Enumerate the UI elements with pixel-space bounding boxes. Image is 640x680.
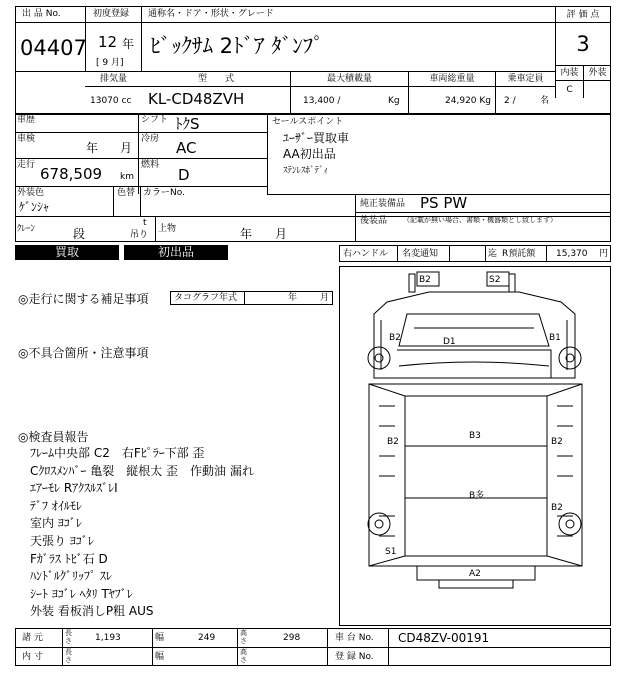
aftermarket-label: 後装品 — [360, 216, 388, 226]
rhd-label: 右ハンドル — [343, 249, 389, 259]
r-unit: 円 — [599, 249, 609, 259]
equip-label: 上物 — [158, 224, 177, 234]
crane-t: t — [143, 218, 147, 228]
inspection-label: 車検 — [17, 134, 36, 144]
crane-hook: 吊り — [130, 230, 149, 240]
sales-point-3: ｽﾃﾝﾚｽﾎﾞﾃﾞｨ — [283, 166, 329, 176]
equipment-value: PS PW — [420, 194, 468, 212]
registration-label: 登 録 No. — [335, 652, 374, 662]
meter-sign: 迄 — [488, 249, 498, 259]
mark-s1-rear-left: S1 — [385, 547, 397, 557]
max-load-unit: Kg — [388, 96, 400, 106]
color-change-label: 色替 — [117, 188, 136, 198]
grade-label: 評 価 点 — [566, 10, 600, 20]
sales-label: セールスポイント — [272, 117, 344, 127]
defects-title: ◎不具合箇所・注意事項 — [18, 346, 149, 360]
tacho-month: 月 — [320, 293, 330, 303]
chassis-label: 車 台 No. — [335, 633, 374, 643]
inspector-line: Cｸﾛｽﾒﾝﾊﾞｰ 亀裂 縦根太 歪 作動油 漏れ — [30, 463, 254, 478]
mark-b2-top-left: B2 — [419, 275, 431, 285]
mark-b3-bed: B3 — [469, 431, 481, 441]
r-reading-value: 15,370 — [556, 249, 588, 259]
lot-label: 出 品 No. — [22, 9, 61, 19]
gvw-value: 24,920 Kg — [445, 96, 491, 106]
mark-b2-rear-right: B2 — [551, 503, 563, 513]
first-listing-bar: 初出品 — [124, 245, 228, 260]
width-label: 幅 — [155, 633, 165, 643]
mark-d1-windshield: D1 — [443, 337, 456, 347]
width-value: 249 — [198, 633, 216, 643]
interior-grade: C — [566, 85, 573, 95]
equip-month: 月 — [275, 227, 288, 241]
tacho-label: タコグラフ年式 — [174, 293, 238, 303]
crane-label: ｸﾚｰﾝ — [17, 224, 36, 234]
length-label: 長さ — [65, 629, 72, 645]
height-label: 高さ — [240, 629, 247, 645]
chassis-value: CD48ZV-00191 — [398, 631, 490, 645]
inspector-line: ﾊﾝﾄﾞﾙｸﾞﾘｯﾌﾟ ｽﾚ — [30, 569, 112, 584]
inspector-line: ｼｰﾄ ﾖｺﾞﾚ ﾍﾀﾘ Tﾔﾌﾞﾚ — [30, 586, 133, 601]
inspector-report-list — [30, 446, 330, 622]
interior-dims-label: 内 寸 — [22, 652, 43, 662]
reg-year: 12 — [98, 33, 118, 51]
mark-s2-top-right: S2 — [489, 275, 501, 285]
max-load-label: 最大積載量 — [326, 74, 372, 84]
buy-bar: 買取 — [15, 245, 119, 260]
gvw-label: 車両総重量 — [429, 74, 475, 84]
inspector-line: 天張り ﾖｺﾞﾚ — [30, 533, 94, 548]
mileage-value: 678,509 — [40, 165, 103, 183]
history-label: 車歴 — [17, 115, 36, 125]
mark-b2-cab-left: B2 — [389, 333, 401, 343]
ac-value: AC — [176, 139, 197, 157]
type-code: KL-CD48ZVH — [148, 90, 245, 108]
inspector-title: ◎検査員報告 — [18, 430, 89, 444]
tacho-year: 年 — [288, 293, 298, 303]
inspector-line: ｴｱｰﾓﾚ RｱｸｽﾙｽﾞﾚI — [30, 481, 118, 496]
capacity-value: 2 / — [504, 96, 516, 106]
ac-label: 冷房 — [141, 134, 160, 144]
color-value: ｹﾞﾝｼｬ — [19, 200, 50, 214]
car-name: ﾋﾞｯｸｻﾑ 2ﾄﾞｱ ﾀﾞﾝﾌﾟ — [150, 34, 324, 58]
displacement-value: 13070 cc — [90, 96, 132, 106]
r-reading-label: R預託額 — [502, 249, 536, 259]
crane-stage: 段 — [73, 227, 86, 241]
mark-b2-body-left: B2 — [387, 437, 399, 447]
lot-number: 04407 — [20, 36, 87, 60]
mark-b-many-bed: B多 — [469, 491, 485, 501]
first-reg-label: 初度登録 — [93, 9, 130, 19]
shift-value: ﾄｸS — [175, 115, 200, 133]
int-height-label: 高さ — [240, 648, 247, 664]
grade-value: 3 — [576, 32, 590, 56]
inspection-month: 月 — [120, 141, 133, 155]
color-label: 外装色 — [17, 188, 45, 198]
capacity-label: 乗車定員 — [507, 74, 544, 84]
color-code-label: カラーNo. — [143, 188, 185, 198]
aftermarket-note: （記載が無い場合、書類・機器類とし致します） — [403, 216, 557, 224]
displacement-label: 排気量 — [99, 74, 127, 84]
type-label: 型 式 — [197, 74, 234, 84]
mark-b2-body-right: B2 — [551, 437, 563, 447]
inspector-line: Fｶﾞﾗｽ ﾄﾋﾞ石 D — [30, 551, 108, 566]
equip-year: 年 — [240, 227, 253, 241]
inspection-year: 年 — [86, 141, 99, 155]
height-value: 298 — [283, 633, 301, 643]
driving-title: ◎走行に関する補足事項 — [18, 292, 149, 306]
reg-month: [ 9 月] — [96, 58, 124, 68]
inspector-line: ﾌﾚｰﾑ中央部 C2 右Fﾋﾟﾗｰ下部 歪 — [30, 446, 205, 460]
fuel-value: D — [178, 166, 190, 184]
int-length-label: 長さ — [65, 648, 72, 664]
model-label: 通称名・ドア・形状・グレード — [148, 9, 274, 19]
exterior-label: 外装 — [588, 68, 607, 78]
meter-change-label: 名変通知 — [402, 249, 439, 259]
equipment-label: 純正装備品 — [360, 199, 406, 209]
length-value: 1,193 — [95, 633, 121, 643]
shift-label: シフト — [141, 115, 169, 125]
mark-b1-cab-right: B1 — [549, 333, 561, 343]
reg-year-unit: 年 — [122, 37, 135, 51]
mileage-unit: km — [120, 172, 134, 182]
fuel-label: 燃料 — [141, 160, 160, 170]
mileage-label: 走行 — [17, 160, 36, 170]
vehicle-diagram — [339, 266, 611, 626]
capacity-unit: 名 — [540, 96, 550, 106]
interior-label: 内装 — [560, 68, 579, 78]
inspector-line: ﾃﾞﾌ ｵｲﾙﾓﾚ — [30, 498, 82, 513]
inspector-line: 外装 看板消しP粗 AUS — [30, 604, 154, 619]
sales-point-1: ﾕｰｻﾞｰ買取車 — [283, 131, 350, 145]
inspector-line: 室内 ﾖｺﾞﾚ — [30, 516, 82, 531]
dims-label: 諸 元 — [22, 633, 43, 643]
mark-a2-tail: A2 — [469, 569, 481, 579]
max-load-value: 13,400 / — [303, 96, 341, 106]
int-width-label: 幅 — [155, 652, 165, 662]
sales-point-2: AA初出品 — [283, 147, 336, 161]
